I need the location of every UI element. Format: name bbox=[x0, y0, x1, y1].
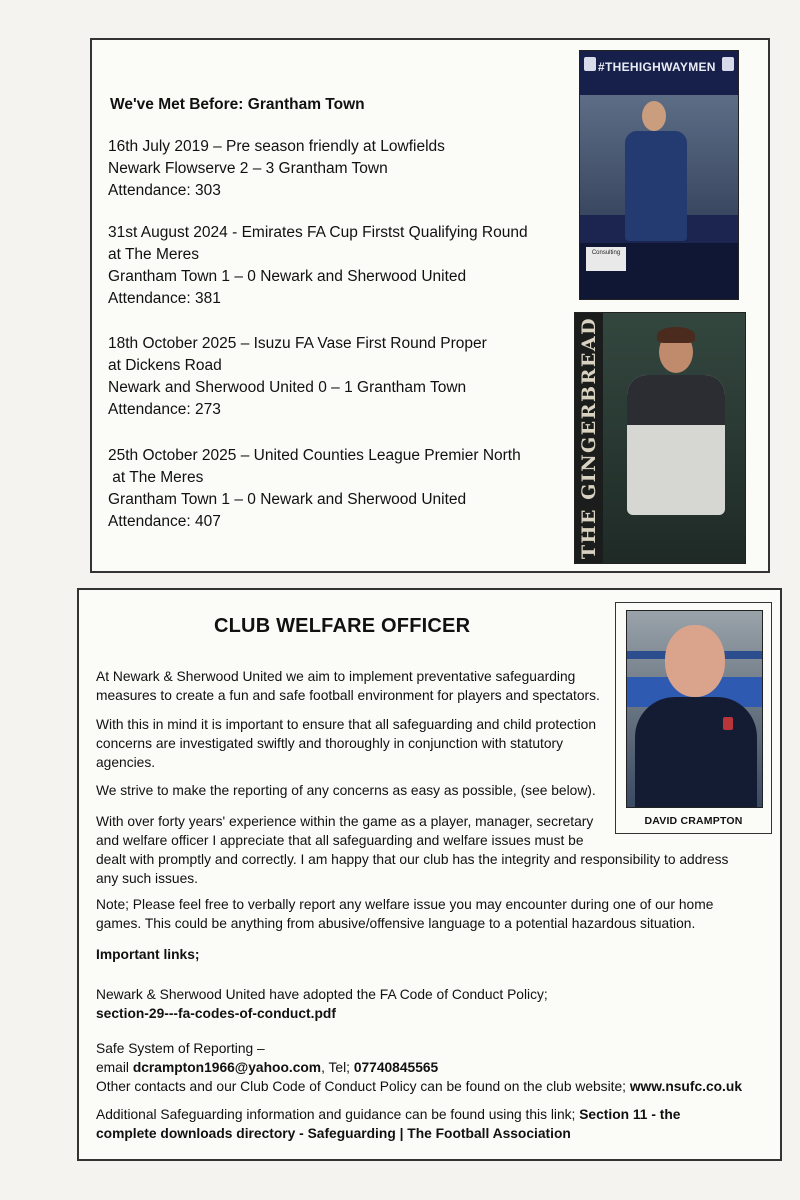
paragraph-line: At Newark & Sherwood United we aim to implement preventative safeguarding bbox=[96, 669, 576, 684]
club-crest-icon bbox=[584, 57, 596, 71]
fixture-entry bbox=[108, 222, 583, 310]
website-text: Other contacts and our Club Code of Conduct Policy can be found on the club website; bbox=[96, 1079, 630, 1094]
paragraph-line: and welfare officer I appreciate that all safeguarding and welfare issues must be bbox=[96, 833, 584, 848]
fixture-line: 16th July 2019 – Pre season friendly at Lowfields bbox=[108, 138, 445, 155]
safeguarding-link[interactable]: Section 11 - the bbox=[579, 1107, 681, 1122]
player-shirt bbox=[627, 375, 725, 425]
player-figure bbox=[625, 131, 687, 241]
code-of-conduct-link[interactable]: section-29---fa-codes-of-conduct.pdf bbox=[96, 1006, 336, 1021]
cover-hashtag: #THEHIGHWAYMEN bbox=[598, 60, 716, 74]
officer-photo bbox=[626, 610, 763, 808]
fixture-line: Newark Flowserve 2 – 3 Grantham Town bbox=[108, 160, 388, 177]
fixture-line: Attendance: 273 bbox=[108, 401, 221, 418]
fixture-line: 18th October 2025 – Isuzu FA Vase First Round Proper bbox=[108, 335, 487, 352]
fixture-entry bbox=[108, 333, 583, 421]
code-of-conduct-block bbox=[96, 985, 548, 1023]
photo-caption: DAVID CRAMPTON bbox=[644, 815, 743, 827]
officer-photo-frame bbox=[615, 602, 772, 834]
fixture-entry bbox=[108, 445, 583, 533]
fixture-line: Grantham Town 1 – 0 Newark and Sherwood United bbox=[108, 491, 467, 508]
paragraph-line: games. This could be anything from abusive/offensive language to a potential hazardous situation. bbox=[96, 916, 696, 931]
fixture-line: 25th October 2025 – United Counties League Premier North bbox=[108, 447, 521, 464]
paragraph-line: any such issues. bbox=[96, 871, 198, 886]
fixture-line: Attendance: 381 bbox=[108, 290, 221, 307]
fixture-line: at The Meres bbox=[108, 469, 204, 486]
code-intro: Newark & Sherwood United have adopted the FA Code of Conduct Policy; bbox=[96, 987, 548, 1002]
welfare-title: CLUB WELFARE OFFICER bbox=[214, 615, 471, 637]
additional-text: Additional Safeguarding information and guidance can be found using this link; bbox=[96, 1107, 580, 1122]
fixture-entry bbox=[108, 136, 583, 202]
sponsor-logo: Consulting bbox=[586, 247, 626, 271]
player-hair bbox=[657, 327, 695, 343]
programme-cover-gingerbread bbox=[574, 312, 746, 564]
welfare-paragraph bbox=[96, 667, 600, 705]
fixture-line: Attendance: 407 bbox=[108, 513, 221, 530]
website-link[interactable]: www.nsufc.co.uk bbox=[629, 1079, 742, 1094]
welfare-panel bbox=[77, 588, 782, 1161]
fixture-line: 31st August 2024 - Emirates FA Cup Firstst Qualifying Round bbox=[108, 224, 528, 241]
fixture-line: Newark and Sherwood United 0 – 1 Grantham Town bbox=[108, 379, 467, 396]
paragraph-line: With this in mind it is important to ensure that all safeguarding and child protection bbox=[96, 717, 597, 732]
reporting-title: Safe System of Reporting – bbox=[96, 1041, 265, 1056]
officer-head bbox=[665, 625, 725, 697]
club-crest-icon bbox=[723, 717, 733, 730]
safeguarding-link-continued[interactable]: complete downloads directory - Safeguarding | The Football Association bbox=[96, 1126, 571, 1141]
officer-jacket bbox=[635, 697, 757, 808]
paragraph-line: With over forty years' experience within the game as a player, manager, secretary bbox=[96, 814, 594, 829]
reporting-block bbox=[96, 1039, 742, 1096]
paragraph-line: We strive to make the reporting of any concerns as easy as possible, (see below). bbox=[96, 783, 596, 798]
programme-cover-highwaymen bbox=[579, 50, 739, 300]
fixture-line: at The Meres bbox=[108, 246, 200, 263]
welfare-paragraph bbox=[96, 895, 713, 933]
paragraph-line: concerns are investigated swiftly and thoroughly in conjunction with statutory bbox=[96, 736, 564, 751]
fixtures-panel bbox=[90, 38, 770, 573]
important-links-label: Important links; bbox=[96, 947, 200, 962]
welfare-paragraph bbox=[96, 715, 596, 772]
fixtures-title: We've Met Before: Grantham Town bbox=[110, 96, 365, 113]
email-link[interactable]: dcrampton1966@yahoo.com bbox=[132, 1060, 322, 1075]
club-crest-icon bbox=[722, 57, 734, 71]
fixture-line: at Dickens Road bbox=[108, 357, 222, 374]
additional-info-block bbox=[96, 1105, 680, 1143]
phone-number[interactable]: 07740845565 bbox=[353, 1060, 439, 1075]
paragraph-line: measures to create a fun and safe football environment for players and spectators. bbox=[96, 688, 600, 703]
fixture-line: Grantham Town 1 – 0 Newark and Sherwood United bbox=[108, 268, 467, 285]
paragraph-line: Note; Please feel free to verbally report any welfare issue you may encounter during one of our home bbox=[96, 897, 714, 912]
welfare-paragraph bbox=[96, 781, 596, 800]
player-head bbox=[642, 101, 666, 131]
paragraph-line: dealt with promptly and correctly. I am happy that our club has the integrity and responsibility to address bbox=[96, 852, 729, 867]
cover-title: THE GINGERBREAD bbox=[578, 316, 600, 560]
fixture-line: Attendance: 303 bbox=[108, 182, 221, 199]
tel-prefix: , Tel; bbox=[321, 1060, 354, 1075]
email-prefix: email bbox=[96, 1060, 133, 1075]
paragraph-line: agencies. bbox=[96, 755, 156, 770]
important-links-heading bbox=[96, 945, 199, 964]
